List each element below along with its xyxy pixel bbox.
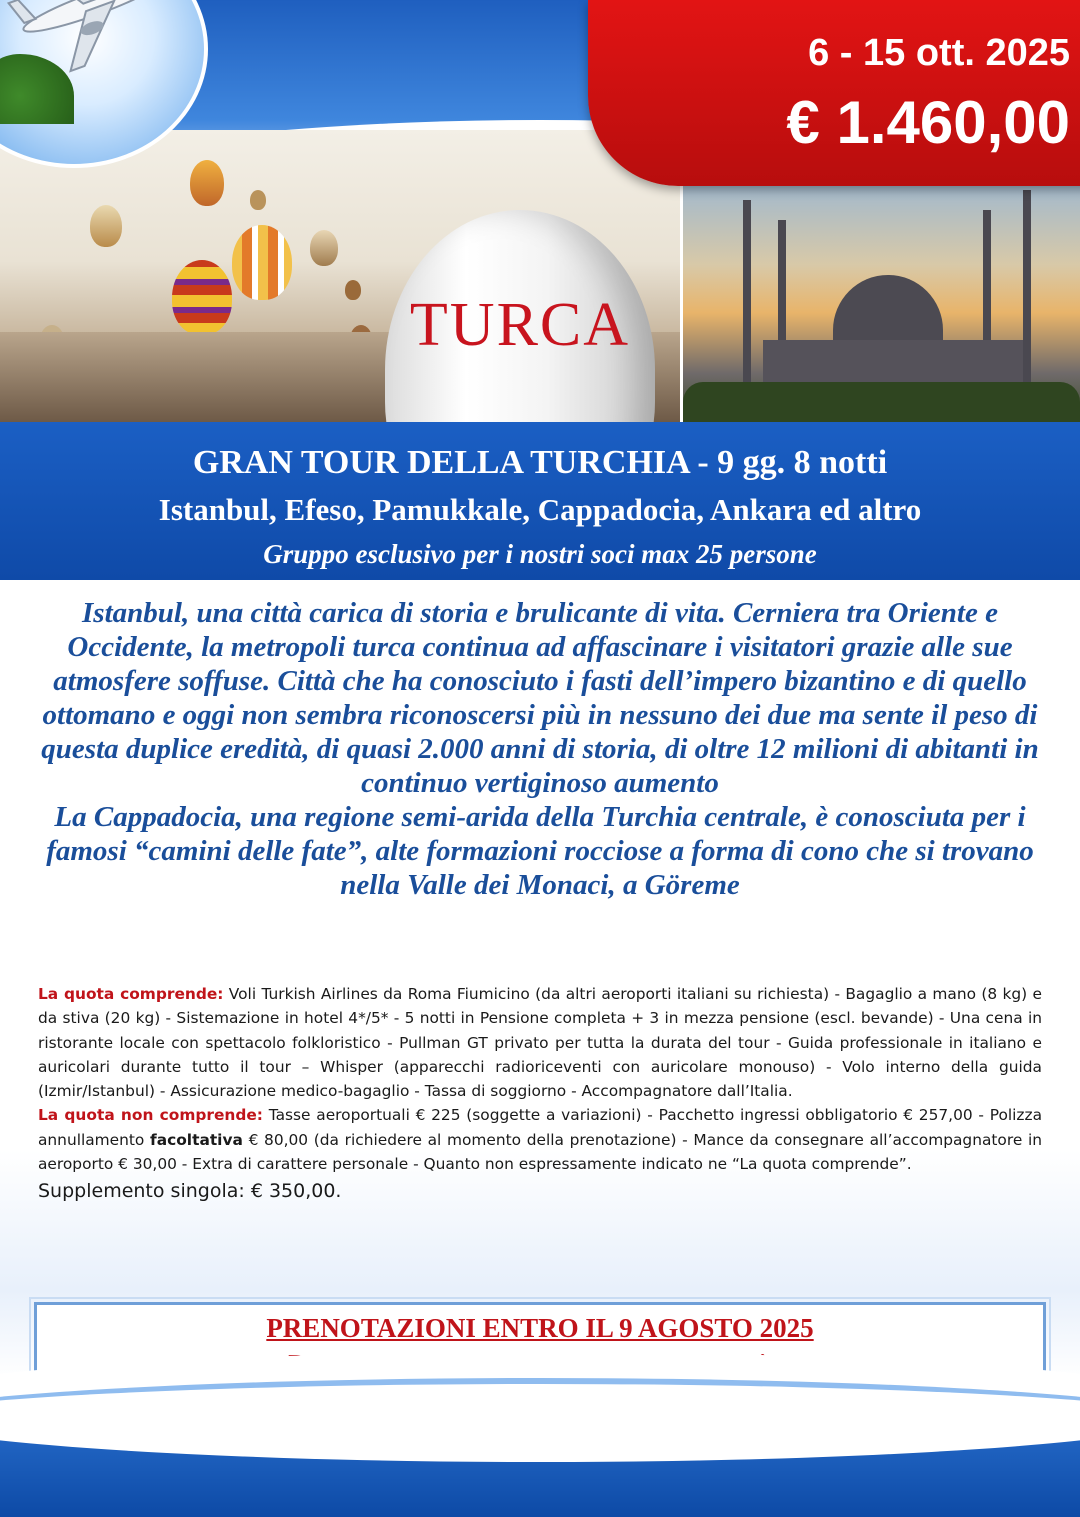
balloon-shape	[250, 190, 266, 210]
balloon-lettering: TURCA	[409, 291, 631, 359]
excludes-bold: facoltativa	[150, 1130, 243, 1149]
balloon-shape	[232, 225, 292, 300]
excludes-text-b: € 80,00 (da richiedere al momento della prenotazione) - Mance da consegnare all’accompagnatore in aeroporto € 30,00 - Extra di carattere personale - Quanto non espressamente indicato ne “La quota comprende”.	[38, 1130, 1042, 1174]
istanbul-paragraph: Istanbul, una città carica di storia e brulicante di vita. Cerniera tra Oriente e Occidente, la metropoli turca continua ad affascinare i visitatori grazie alle sue atmosfere soffuse. Città che ha conosciuto i fasti dell’impero bizantino e di quello ottomano e oggi non sembra riconoscersi più in nessuno dei due ma sente il peso di questa duplice eredità, di quasi 2.000 anni di storia, di oltre 12 milioni di abitanti in continuo vertiginoso aumento	[41, 597, 1039, 799]
tour-cities: Istanbul, Efeso, Pamukkale, Cappadocia, Ankara ed altro	[158, 492, 922, 527]
turca-balloon	[385, 210, 655, 422]
trees-foreground	[683, 382, 1080, 422]
single-supplement: Supplemento singola: € 350,00.	[38, 1180, 342, 1203]
mosque-dome	[833, 275, 943, 345]
tour-title: GRAN TOUR DELLA TURCHIA - 9 gg. 8 notti	[192, 444, 888, 481]
intro-text	[30, 596, 1050, 902]
title-band	[0, 422, 1080, 580]
cappadocia-balloons-photo	[0, 130, 680, 422]
minaret-shape	[743, 200, 751, 400]
excludes-paragraph	[38, 1103, 1042, 1176]
balloon-shape	[190, 160, 224, 206]
booking-deadline: PRENOTAZIONI ENTRO IL 9 AGOSTO 2025	[266, 1313, 814, 1343]
excludes-text-a: Tasse aeroportuali € 225 (soggette a variazioni) - Pacchetto ingressi obbligatorio € 257,00 - Polizza annullamento	[38, 1106, 1043, 1149]
minaret-shape	[1023, 190, 1031, 400]
balloon-shape	[345, 280, 361, 300]
tour-price: € 1.460,00	[786, 89, 1070, 156]
includes-paragraph	[38, 982, 1042, 1103]
excludes-label: La quota non comprende:	[38, 1106, 263, 1125]
balloon-shape	[310, 230, 338, 266]
price-badge	[588, 0, 1080, 186]
cappadocia-paragraph: La Cappadocia, una regione semi-arida della Turchia centrale, è conosciuta per i famosi “camini delle fate”, alte formazioni rocciose a forma di cono che si trovano nella Valle dei Monaci, a Göreme	[46, 801, 1034, 901]
includes-label: La quota comprende:	[38, 985, 224, 1003]
balloon-shape	[172, 260, 232, 335]
balloon-shape	[90, 205, 122, 247]
group-note: Gruppo esclusivo per i nostri soci max 25 persone	[263, 539, 817, 569]
price-details	[38, 982, 1042, 1206]
travel-dates: 6 - 15 ott. 2025	[808, 32, 1070, 74]
includes-text: Voli Turkish Airlines da Roma Fiumicino (da altri aeroporti italiani su richiesta) - Bagaglio a mano (8 kg) e da stiva (20 kg) - Sistemazione in hotel 4*/5* - 5 notti in Pensione completa + 3 in mezza pensione (escl. bevande) - Una cena in ristorante locale con spettacolo folkloristico - Pullman GT privato per tutta la durata del tour - Guida professionale in italiano e auricolari durante tutto il tour – Whisper (apparecchi radioriceventi con auricolare monouso) - Volo interno della guida (Izmir/Istanbul) - Assicurazione medico-bagaglio - Tassa di soggiorno - Accompagnatore dall’Italia.	[38, 985, 1042, 1101]
istanbul-mosque-photo	[683, 180, 1080, 422]
bottom-light-stripe	[0, 1378, 1080, 1474]
